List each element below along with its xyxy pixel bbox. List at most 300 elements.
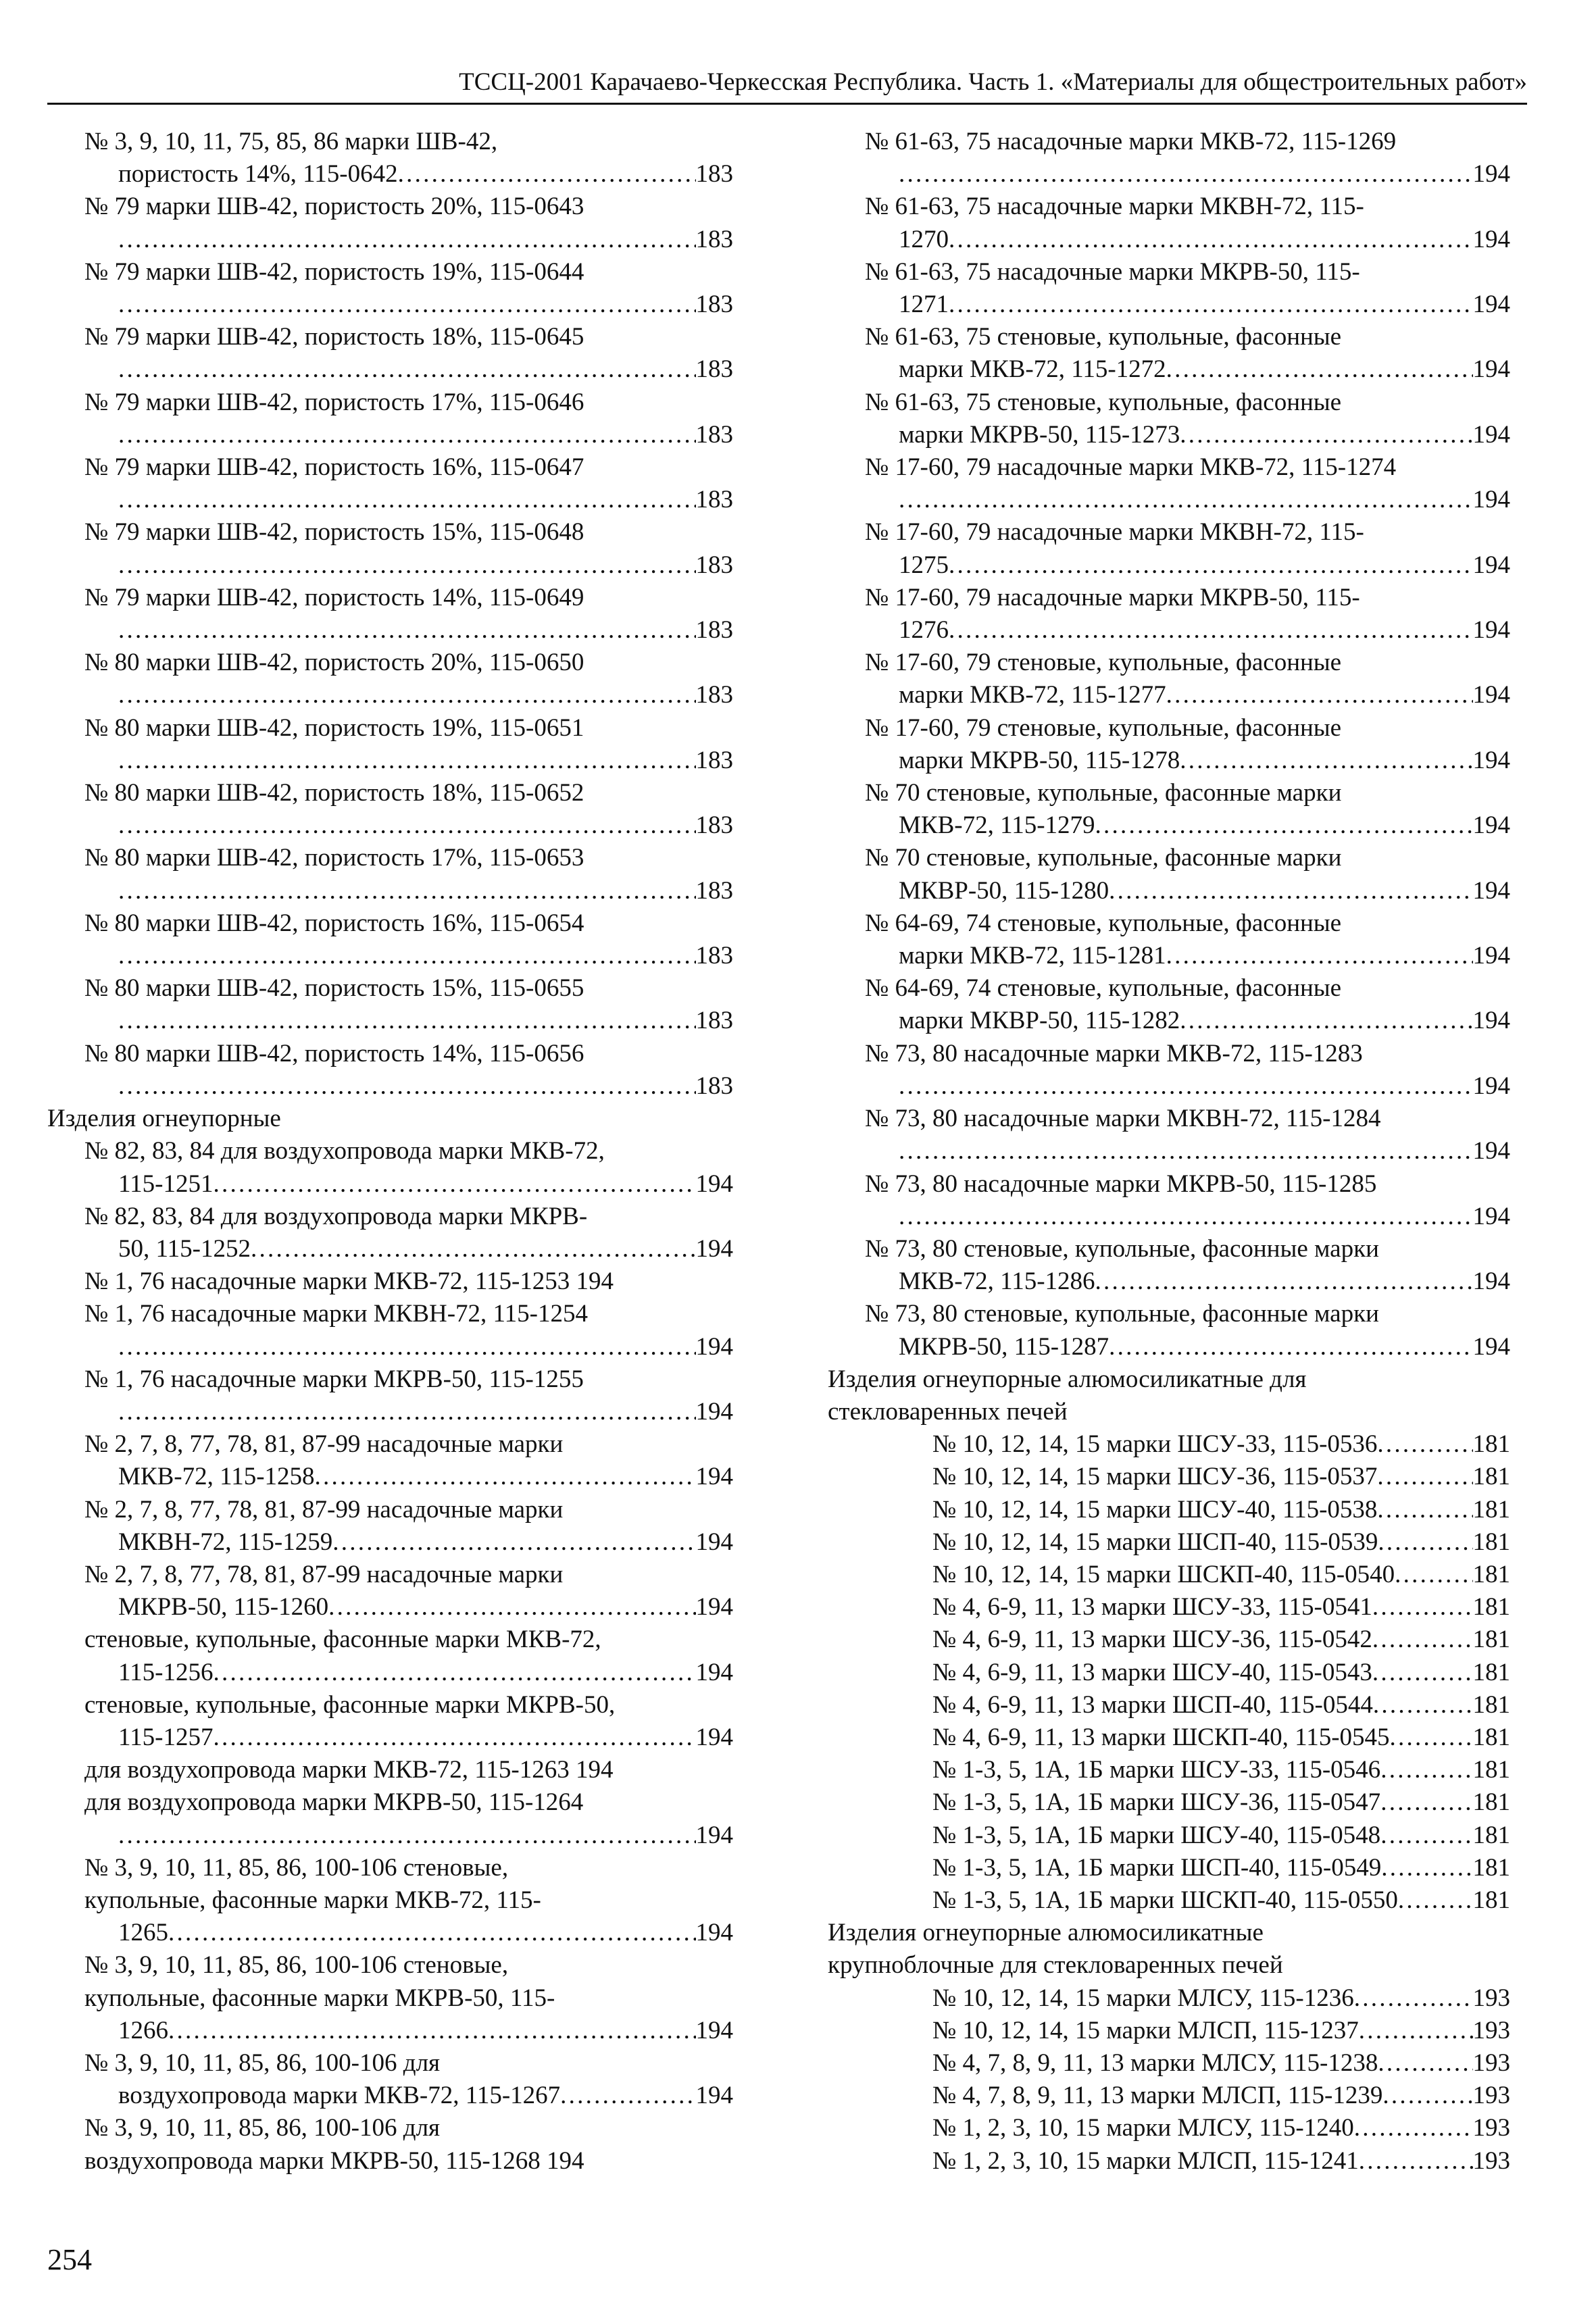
index-entry-text: № 64-69, 74 стеновые, купольные, фасонные xyxy=(865,974,1342,1003)
index-leader-line xyxy=(118,2080,733,2112)
page-ref: 181 xyxy=(1472,1853,1510,1882)
index-entry-text: № 1, 76 насадочные марки МКВН-72, 115-1254 xyxy=(84,1300,588,1328)
index-entry xyxy=(47,1689,733,1754)
index-entry-text: № 10, 12, 14, 15 марки ШСП-40, 115-0539 xyxy=(932,1528,1378,1556)
dot-leader xyxy=(118,2015,696,2047)
index-entry xyxy=(47,1624,733,1688)
index-leader-line xyxy=(899,875,1510,907)
index-entry-text: МКВ-72, 115-1286 xyxy=(899,1267,1095,1296)
index-entry-text: № 80 марки ШВ-42, пористость 19%, 115-0651 xyxy=(84,713,584,742)
index-entry-text: № 4, 7, 8, 9, 11, 13 марки МЛСП, 115-1239 xyxy=(932,2082,1383,2110)
index-entry-text: № 4, 6-9, 11, 13 марки ШСУ-36, 115-0542 xyxy=(932,1626,1372,1654)
page-ref: 194 xyxy=(1472,291,1510,319)
index-entry xyxy=(828,1852,1510,1884)
dot-leader xyxy=(899,353,1473,386)
index-leader-line xyxy=(932,1591,1510,1624)
index-entry xyxy=(828,1754,1510,1786)
index-entry-text: № 17-60, 79 насадочные марки МКРВ-50, 115- xyxy=(865,583,1360,611)
index-entry-text: № 79 марки ШВ-42, пористость 16%, 115-0647 xyxy=(84,453,584,482)
index-entry-text: № 4, 6-9, 11, 13 марки ШСУ-33, 115-0541 xyxy=(932,1593,1372,1621)
index-entry-text: № 61-63, 75 стеновые, купольные, фасонные xyxy=(865,388,1342,416)
dot-leader xyxy=(118,1233,696,1265)
index-entry-text: 1265 xyxy=(118,1919,168,1947)
index-leader-line xyxy=(899,1201,1510,1233)
index-leader-line xyxy=(932,1494,1510,1526)
dot-leader xyxy=(118,875,696,907)
dot-leader xyxy=(932,1559,1473,1591)
index-entry-text: купольные, фасонные марки МКВ-72, 115- xyxy=(84,1886,541,1914)
page-ref: 194 xyxy=(1472,616,1510,645)
index-leader-line xyxy=(899,224,1510,256)
dot-leader xyxy=(932,2080,1473,2112)
index-entry xyxy=(47,972,733,1037)
page-ref: 193 xyxy=(1472,2016,1510,2044)
index-entry-text: № 1, 2, 3, 10, 15 марки МЛСП, 115-1241 xyxy=(932,2146,1359,2175)
index-entry xyxy=(828,1721,1510,1754)
index-leader-line xyxy=(118,158,733,191)
index-entry-text: № 61-63, 75 насадочные марки МКВ-72, 115-1269 xyxy=(865,128,1397,155)
index-entry-text: МКВН-72, 115-1259 xyxy=(118,1528,333,1556)
index-entry xyxy=(47,1201,733,1265)
index-entry xyxy=(47,1494,733,1559)
index-entry-text: № 10, 12, 14, 15 марки МЛСП, 115-1237 xyxy=(932,2016,1359,2044)
dot-leader xyxy=(932,1819,1473,1852)
index-leader-line xyxy=(932,1461,1510,1493)
index-entry-text: марки МКВ-72, 115-1277 xyxy=(899,681,1166,709)
index-entry xyxy=(47,451,733,516)
index-entry-text: стеновые, купольные, фасонные марки МКРВ-50, xyxy=(84,1690,616,1719)
dot-leader xyxy=(932,1852,1473,1884)
index-entry xyxy=(828,842,1510,907)
dot-leader xyxy=(899,288,1473,321)
dot-leader xyxy=(932,1884,1473,1917)
index-entry-text: № 79 марки ШВ-42, пористость 19%, 115-0644 xyxy=(84,257,584,286)
index-leader-line xyxy=(118,1168,733,1201)
index-entry-text: № 73, 80 стеновые, купольные, фасонные марки xyxy=(865,1234,1379,1263)
index-entry xyxy=(47,126,733,191)
index-entry-text: № 82, 83, 84 для воздухопровода марки МКРВ- xyxy=(84,1202,588,1230)
page-ref: 194 xyxy=(695,2082,733,2110)
index-entry xyxy=(47,256,733,321)
dot-leader xyxy=(932,1657,1473,1689)
dot-leader xyxy=(899,1201,1473,1233)
index-entry xyxy=(828,1591,1510,1624)
index-entry-text: 1275 xyxy=(899,551,949,579)
index-entry xyxy=(47,582,733,647)
page-ref: 183 xyxy=(695,420,733,449)
index-entry xyxy=(828,191,1510,255)
index-leader-line xyxy=(932,2015,1510,2047)
index-entry xyxy=(47,1298,733,1363)
index-leader-line xyxy=(118,614,733,647)
dot-leader xyxy=(899,1070,1473,1103)
index-leader-line xyxy=(118,419,733,451)
index-entry-text: № 79 марки ШВ-42, пористость 15%, 115-0648 xyxy=(84,518,584,547)
index-entry-text: № 73, 80 стеновые, купольные, фасонные марки xyxy=(865,1300,1379,1328)
index-leader-line xyxy=(118,1657,733,1689)
page-ref: 181 xyxy=(1472,1528,1510,1556)
page-ref: 183 xyxy=(695,811,733,840)
index-leader-line xyxy=(899,1005,1510,1037)
index-heading-text: Изделия огнеупорные алюмосиликатные для xyxy=(828,1365,1307,1393)
page-ref: 194 xyxy=(695,1463,733,1491)
index-leader-line xyxy=(118,745,733,777)
dot-leader xyxy=(118,745,696,777)
dot-leader xyxy=(899,419,1473,451)
page-ref: 181 xyxy=(1472,1756,1510,1784)
index-entry-text: № 79 марки ШВ-42, пористость 18%, 115-0645 xyxy=(84,323,584,351)
index-leader-line xyxy=(899,484,1510,516)
dot-leader xyxy=(118,1331,696,1363)
index-leader-line xyxy=(932,1819,1510,1852)
dot-leader xyxy=(118,2080,696,2112)
index-leader-line xyxy=(118,875,733,907)
index-entry xyxy=(47,1428,733,1493)
index-entry-text: № 80 марки ШВ-42, пористость 20%, 115-0650 xyxy=(84,649,584,677)
index-leader-line xyxy=(118,1396,733,1428)
header-rule xyxy=(47,103,1527,105)
index-leader-line xyxy=(932,1689,1510,1721)
index-entry xyxy=(828,321,1510,386)
index-leader-line xyxy=(118,2015,733,2047)
index-leader-line xyxy=(118,1819,733,1852)
index-entry xyxy=(47,647,733,711)
index-leader-line xyxy=(118,1233,733,1265)
index-entry-text: марки МКВР-50, 115-1282 xyxy=(899,1007,1180,1035)
index-entry-text: № 4, 7, 8, 9, 11, 13 марки МЛСУ, 115-1238 xyxy=(932,2048,1378,2077)
page-ref: 194 xyxy=(695,1593,733,1621)
index-entry xyxy=(828,1786,1510,1819)
index-entry-text: № 10, 12, 14, 15 марки ШСУ-33, 115-0536 xyxy=(932,1430,1378,1459)
index-entry xyxy=(828,1982,1510,2015)
page-ref: 194 xyxy=(1472,355,1510,384)
index-entry-text: 50, 115-1252 xyxy=(118,1234,251,1263)
index-entry-text: № 10, 12, 14, 15 марки ШСКП-40, 115-0540 xyxy=(932,1560,1395,1588)
index-leader-line xyxy=(899,745,1510,777)
index-leader-line xyxy=(118,1721,733,1754)
index-leader-line xyxy=(118,1461,733,1493)
page-ref: 183 xyxy=(695,746,733,774)
index-entry-text: 1276 xyxy=(899,616,949,645)
dot-leader xyxy=(118,288,696,321)
dot-leader xyxy=(899,940,1473,972)
dot-leader xyxy=(118,484,696,516)
index-entry-text: № 3, 9, 10, 11, 85, 86, 100-106 для xyxy=(84,2048,441,2077)
index-leader-line xyxy=(932,1428,1510,1461)
index-entry-text: марки МКРВ-50, 115-1278 xyxy=(899,746,1180,774)
dot-leader xyxy=(932,2015,1473,2047)
index-entry xyxy=(828,582,1510,647)
index-entry xyxy=(828,1298,1510,1363)
index-entry-text: марки МКРВ-50, 115-1273 xyxy=(899,420,1180,449)
index-leader-line xyxy=(118,288,733,321)
dot-leader xyxy=(899,549,1473,582)
index-leader-line xyxy=(899,809,1510,842)
page-ref: 181 xyxy=(1472,1788,1510,1817)
index-entry-text: № 17-60, 79 стеновые, купольные, фасонные xyxy=(865,713,1342,742)
dot-leader xyxy=(118,158,696,191)
index-entry xyxy=(47,1135,733,1200)
index-leader-line xyxy=(899,1331,1510,1363)
index-entry-text: воздухопровода марки МКРВ-50, 115-1268 194 xyxy=(84,2146,584,2175)
dot-leader xyxy=(118,1005,696,1037)
index-entry xyxy=(828,1494,1510,1526)
index-entry xyxy=(828,1103,1510,1167)
dot-leader xyxy=(118,1591,696,1624)
index-entry xyxy=(47,1265,733,1298)
index-leader-line xyxy=(118,549,733,582)
index-entry xyxy=(828,972,1510,1037)
dot-leader xyxy=(899,1135,1473,1167)
index-entry xyxy=(828,1819,1510,1852)
index-entry-text: для воздухопровода марки МКВ-72, 115-1263 194 xyxy=(84,1756,614,1784)
index-entry-text: № 79 марки ШВ-42, пористость 17%, 115-0646 xyxy=(84,388,584,416)
page-ref: 194 xyxy=(1472,1007,1510,1035)
page-ref: 194 xyxy=(1472,1332,1510,1361)
dot-leader xyxy=(932,1461,1473,1493)
dot-leader xyxy=(932,1982,1473,2015)
index-leader-line xyxy=(932,2145,1510,2178)
index-entry-text: № 10, 12, 14, 15 марки ШСУ-40, 115-0538 xyxy=(932,1495,1378,1524)
index-entry-text: 1266 xyxy=(118,2016,168,2044)
page-ref: 194 xyxy=(695,1169,733,1198)
dot-leader xyxy=(118,1917,696,1949)
page-ref: 194 xyxy=(695,1821,733,1849)
index-entry-text: № 1, 76 насадочные марки МКРВ-50, 115-1255 xyxy=(84,1365,584,1393)
index-entry-text: 115-1256 xyxy=(118,1658,214,1686)
index-entry xyxy=(47,386,733,451)
index-entry xyxy=(828,126,1510,191)
index-entry-text: № 73, 80 насадочные марки МКВН-72, 115-1284 xyxy=(865,1105,1381,1133)
index-leader-line xyxy=(932,1559,1510,1591)
index-entry-text: № 1, 2, 3, 10, 15 марки МЛСУ, 115-1240 xyxy=(932,2114,1354,2142)
page-ref: 181 xyxy=(1472,1463,1510,1491)
page-ref: 194 xyxy=(695,1332,733,1361)
index-entry xyxy=(47,1754,733,1786)
dot-leader xyxy=(932,1494,1473,1526)
index-entry-text: марки МКВ-72, 115-1281 xyxy=(899,942,1166,970)
page-ref: 183 xyxy=(695,551,733,579)
dot-leader xyxy=(118,1461,696,1493)
index-leader-line xyxy=(118,224,733,256)
dot-leader xyxy=(899,809,1473,842)
index-leader-line xyxy=(899,1265,1510,1298)
dot-leader xyxy=(118,679,696,711)
dot-leader xyxy=(118,809,696,842)
index-entry-text: № 70 стеновые, купольные, фасонные марки xyxy=(865,844,1342,872)
left-index-column xyxy=(47,126,733,2178)
page-ref: 194 xyxy=(1472,1137,1510,1165)
dot-leader xyxy=(899,745,1473,777)
index-entry xyxy=(47,842,733,907)
index-entry-text: № 79 марки ШВ-42, пористость 14%, 115-0649 xyxy=(84,583,584,611)
index-entry-text: № 3, 9, 10, 11, 75, 85, 86 марки ШВ-42, xyxy=(84,128,498,155)
dot-leader xyxy=(932,1689,1473,1721)
index-leader-line xyxy=(932,2047,1510,2080)
dot-leader xyxy=(118,1657,696,1689)
right-index-column xyxy=(828,126,1510,2178)
index-entry xyxy=(47,191,733,255)
index-entry xyxy=(47,2112,733,2177)
dot-leader xyxy=(118,419,696,451)
index-entry-text: МКВ-72, 115-1279 xyxy=(899,811,1095,840)
index-entry-text: МКРВ-50, 115-1260 xyxy=(118,1593,329,1621)
index-leader-line xyxy=(118,1070,733,1103)
index-entry-text: № 80 марки ШВ-42, пористость 17%, 115-0653 xyxy=(84,844,584,872)
index-entry-text: № 73, 80 насадочные марки МКВ-72, 115-1283 xyxy=(865,1039,1363,1067)
index-entry-text: № 3, 9, 10, 11, 85, 86, 100-106 стеновые, xyxy=(84,1951,509,1980)
page-ref: 181 xyxy=(1472,1723,1510,1751)
page-ref: 194 xyxy=(1472,225,1510,253)
page-ref: 183 xyxy=(695,225,733,253)
index-leader-line xyxy=(118,1917,733,1949)
index-entry-text: № 80 марки ШВ-42, пористость 15%, 115-0655 xyxy=(84,974,584,1003)
index-entry-text: МКВ-72, 115-1258 xyxy=(118,1463,315,1491)
index-entry xyxy=(828,2015,1510,2047)
index-leader-line xyxy=(899,1135,1510,1167)
index-leader-line xyxy=(899,158,1510,191)
index-entry xyxy=(47,516,733,581)
index-entry xyxy=(47,1852,733,1950)
page-ref: 194 xyxy=(695,1658,733,1686)
dot-leader xyxy=(899,224,1473,256)
index-heading-text: Изделия огнеупорные xyxy=(47,1105,281,1133)
index-leader-line xyxy=(899,353,1510,386)
index-entry xyxy=(828,451,1510,516)
page-ref: 181 xyxy=(1472,1626,1510,1654)
index-entry xyxy=(47,1559,733,1624)
page-ref: 181 xyxy=(1472,1560,1510,1588)
index-entry xyxy=(828,1657,1510,1689)
index-entry-text: № 61-63, 75 стеновые, купольные, фасонные xyxy=(865,323,1342,351)
page-ref: 181 xyxy=(1472,1658,1510,1686)
index-heading xyxy=(47,1103,733,1135)
index-leader-line xyxy=(118,1591,733,1624)
index-leader-line xyxy=(932,1624,1510,1656)
index-entry xyxy=(828,712,1510,777)
index-heading-text: Изделия огнеупорные алюмосиликатные xyxy=(828,1919,1264,1947)
index-entry-text: 1270 xyxy=(899,225,949,253)
index-leader-line xyxy=(932,1982,1510,2015)
dot-leader xyxy=(899,875,1473,907)
page-ref: 183 xyxy=(695,876,733,905)
page-ref: 194 xyxy=(695,1919,733,1947)
index-entry xyxy=(828,2047,1510,2080)
index-heading xyxy=(828,1917,1510,1982)
index-leader-line xyxy=(932,1852,1510,1884)
index-entry xyxy=(828,256,1510,321)
dot-leader xyxy=(932,1624,1473,1656)
index-entry-text: № 80 марки ШВ-42, пористость 18%, 115-0652 xyxy=(84,779,584,807)
index-entry-text: № 10, 12, 14, 15 марки МЛСУ, 115-1236 xyxy=(932,1984,1354,2012)
dot-leader xyxy=(118,1070,696,1103)
page-ref: 194 xyxy=(1472,681,1510,709)
running-header: ТССЦ-2001 Карачаево-Черкесская Республика. Часть 1. «Материалы для общестроительных работ» xyxy=(459,68,1527,96)
page-ref: 183 xyxy=(695,942,733,970)
index-entry xyxy=(828,1038,1510,1103)
dot-leader xyxy=(118,1168,696,1201)
index-entry-text: № 3, 9, 10, 11, 85, 86, 100-106 стеновые, xyxy=(84,1853,509,1882)
index-entry xyxy=(47,1949,733,2047)
dot-leader xyxy=(118,353,696,386)
index-entry xyxy=(47,777,733,842)
page-ref: 181 xyxy=(1472,1690,1510,1719)
index-entry xyxy=(828,1233,1510,1298)
page-ref: 193 xyxy=(1472,2146,1510,2175)
index-leader-line xyxy=(899,1070,1510,1103)
page-ref: 194 xyxy=(1472,551,1510,579)
dot-leader xyxy=(118,549,696,582)
page-ref: 194 xyxy=(695,1723,733,1751)
dot-leader xyxy=(932,2145,1473,2178)
page-ref: 181 xyxy=(1472,1495,1510,1524)
page-ref: 194 xyxy=(1472,160,1510,188)
index-entry xyxy=(47,1363,733,1428)
dot-leader xyxy=(118,940,696,972)
index-leader-line xyxy=(932,1721,1510,1754)
index-entry-text: № 61-63, 75 насадочные марки МКВН-72, 115- xyxy=(865,193,1364,221)
index-entry xyxy=(828,1689,1510,1721)
dot-leader xyxy=(899,1005,1473,1037)
index-entry-text: № 10, 12, 14, 15 марки ШСУ-36, 115-0537 xyxy=(932,1463,1378,1491)
index-entry-text: № 61-63, 75 насадочные марки МКРВ-50, 115- xyxy=(865,257,1360,286)
page-ref: 194 xyxy=(1472,1267,1510,1296)
index-entry xyxy=(828,1461,1510,1493)
dot-leader xyxy=(932,1591,1473,1624)
dot-leader xyxy=(932,1786,1473,1819)
dot-leader xyxy=(932,1754,1473,1786)
index-entry-text: № 70 стеновые, купольные, фасонные марки xyxy=(865,779,1342,807)
dot-leader xyxy=(899,484,1473,516)
index-entry xyxy=(47,907,733,972)
page-ref: 193 xyxy=(1472,2114,1510,2142)
index-entry-text: МКВР-50, 115-1280 xyxy=(899,876,1109,905)
index-entry-text: № 1-3, 5, 1А, 1Б марки ШСУ-33, 115-0546 xyxy=(932,1756,1381,1784)
index-entry-text: 115-1251 xyxy=(118,1169,214,1198)
index-entry-text: № 1-3, 5, 1А, 1Б марки ШСП-40, 115-0549 xyxy=(932,1853,1382,1882)
page-ref: 183 xyxy=(695,291,733,319)
index-entry-text: № 17-60, 79 насадочные марки МКВ-72, 115-1274 xyxy=(865,453,1397,482)
index-leader-line xyxy=(899,288,1510,321)
index-leader-line xyxy=(118,679,733,711)
index-entry xyxy=(828,516,1510,581)
index-heading-text: крупноблочные для стекловаренных печей xyxy=(828,1951,1283,1980)
page-ref: 194 xyxy=(1472,811,1510,840)
index-entry xyxy=(828,1168,1510,1233)
index-entry xyxy=(828,1624,1510,1656)
page-ref: 183 xyxy=(695,355,733,384)
index-leader-line xyxy=(899,419,1510,451)
index-entry-text: стеновые, купольные, фасонные марки МКВ-72, xyxy=(84,1626,601,1654)
dot-leader xyxy=(118,1819,696,1852)
index-entry-text: № 82, 83, 84 для воздухопровода марки МКВ-72, xyxy=(84,1137,605,1165)
page-ref: 181 xyxy=(1472,1430,1510,1459)
index-leader-line xyxy=(899,940,1510,972)
index-entry-text: № 2, 7, 8, 77, 78, 81, 87-99 насадочные марки xyxy=(84,1495,564,1524)
index-entry xyxy=(828,1526,1510,1559)
index-leader-line xyxy=(118,484,733,516)
index-entry-text: № 4, 6-9, 11, 13 марки ШСП-40, 115-0544 xyxy=(932,1690,1373,1719)
page-ref: 183 xyxy=(695,1007,733,1035)
index-leader-line xyxy=(932,1786,1510,1819)
page-ref: 193 xyxy=(1472,2048,1510,2077)
index-entry-text: № 73, 80 насадочные марки МКРВ-50, 115-1285 xyxy=(865,1169,1377,1198)
index-leader-line xyxy=(899,679,1510,711)
dot-leader xyxy=(932,1721,1473,1754)
page-ref: 183 xyxy=(695,486,733,514)
index-entry xyxy=(828,1428,1510,1461)
index-entry-text: воздухопровода марки МКВ-72, 115-1267 xyxy=(118,2082,561,2110)
